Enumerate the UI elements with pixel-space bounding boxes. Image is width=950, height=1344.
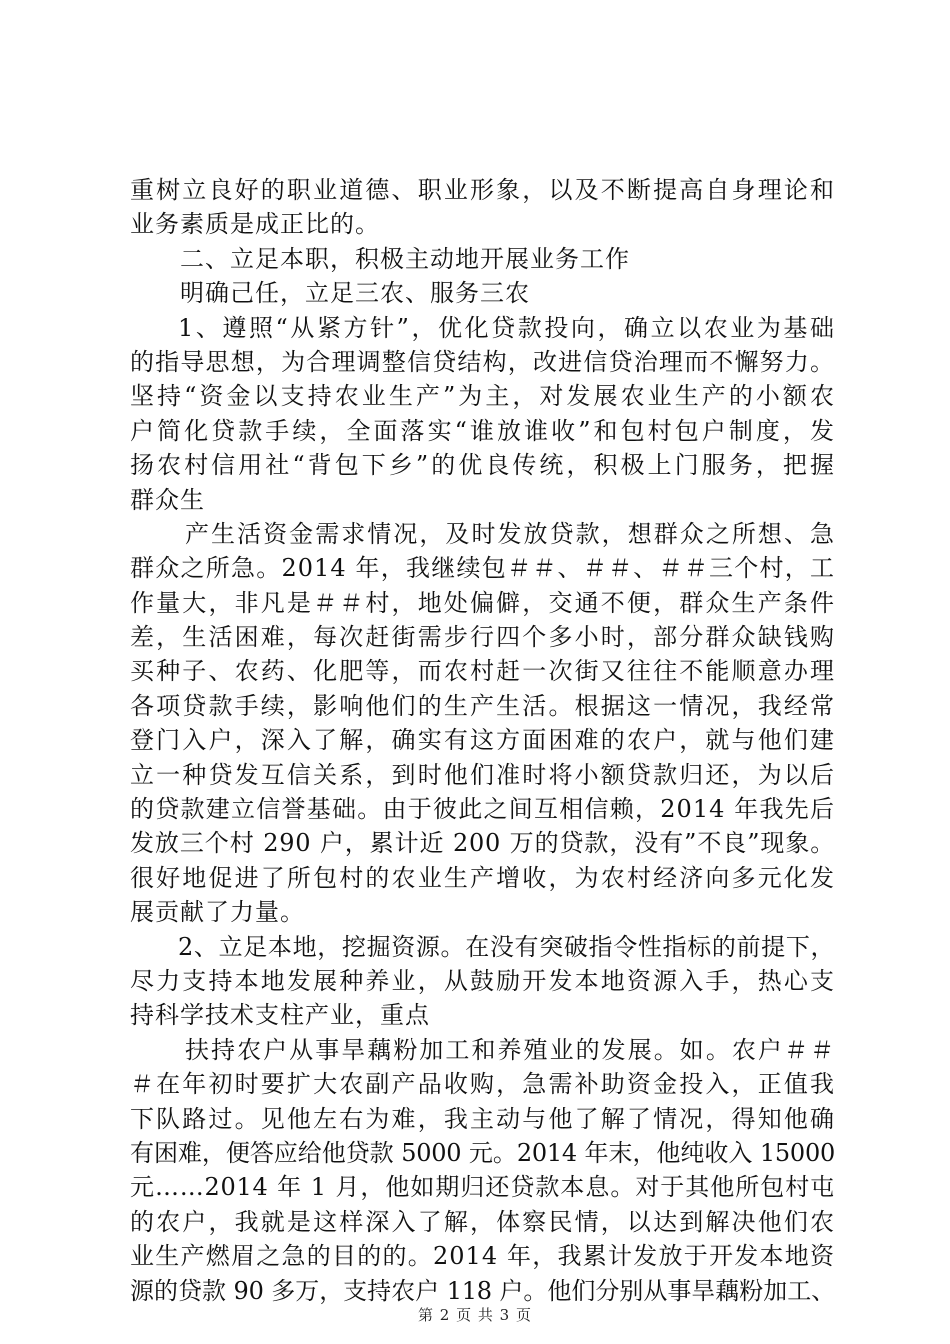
paragraph-line: 2、立足本地，挖掘资源。在没有突破指令性指标的前提下， <box>178 932 835 961</box>
paragraph-line: 发放三个村 290 户，累计近 200 万的贷款，没有”不良”现象。 <box>130 829 835 858</box>
document-body <box>130 173 835 1308</box>
paragraph-line: 源的贷款 90 多万，支持农户 118 户。他们分别从事旱藕粉加工、 <box>130 1276 835 1305</box>
paragraph-line: 二、立足本职，积极主动地开展业务工作 <box>180 244 630 273</box>
paragraph-line: 展贡献了力量。 <box>130 898 305 927</box>
paragraph-line: 的贷款建立信誉基础。由于彼此之间互相信赖，2014 年我先后 <box>130 795 835 824</box>
paragraph-line: 元……2014 年 1 月，他如期归还贷款本息。对于其他所包村屯 <box>130 1173 835 1202</box>
paragraph-line: 业务素质是成正比的。 <box>130 210 380 239</box>
paragraph-line: 扶持农户从事旱藕粉加工和养殖业的发展。如。农户＃＃ <box>185 1035 835 1064</box>
paragraph-line: 各项贷款手续，影响他们的生产生活。根据这一情况，我经常 <box>130 691 835 720</box>
paragraph-line: 群众生 <box>130 485 205 514</box>
paragraph-line: 坚持“资金以支持农业生产”为主，对发展农业生产的小额农 <box>130 382 835 411</box>
paragraph-line: 群众之所急。2014 年，我继续包＃＃、＃＃、＃＃三个村，工 <box>130 554 835 583</box>
paragraph-line: ＃在年初时要扩大农副产品收购，急需补助资金投入，正值我 <box>130 1070 835 1099</box>
paragraph-line: 户简化贷款手续，全面落实“谁放谁收”和包村包户制度，发 <box>130 416 835 445</box>
paragraph-line: 尽力支持本地发展种养业，从鼓励开发本地资源入手，热心支 <box>130 966 835 995</box>
paragraph-line: 持科学技术支柱产业，重点 <box>130 1001 430 1030</box>
paragraph-line: 登门入户，深入了解，确实有这方面困难的农户，就与他们建 <box>130 726 835 755</box>
paragraph-line: 作量大，非凡是＃＃村，地处偏僻，交通不便，群众生产条件 <box>130 588 835 617</box>
paragraph-line: 立一种贷发互信关系，到时他们准时将小额贷款归还，为以后 <box>130 760 835 789</box>
paragraph-line: 差，生活困难，每次赶街需步行四个多小时，部分群众缺钱购 <box>130 623 835 652</box>
paragraph-line: 很好地促进了所包村的农业生产增收，为农村经济向多元化发 <box>130 863 835 892</box>
paragraph-line: 明确己任，立足三农、服务三农 <box>180 279 530 308</box>
paragraph-line: 买种子、农药、化肥等，而农村赶一次街又往往不能顺意办理 <box>130 657 835 686</box>
paragraph-line: 有困难，便答应给他贷款 5000 元。2014 年末，他纯收入 15000 <box>130 1138 835 1167</box>
paragraph-line: 业生产燃眉之急的目的的。2014 年，我累计发放于开发本地资 <box>130 1242 835 1271</box>
paragraph-line: 扬农村信用社“背包下乡”的优良传统，积极上门服务，把握 <box>130 451 835 480</box>
paragraph-line: 的指导思想，为合理调整信贷结构，改进信贷治理而不懈努力。 <box>130 347 835 376</box>
paragraph-line: 1、遵照“从紧方针”，优化贷款投向，确立以农业为基础 <box>178 313 835 342</box>
paragraph-line: 的农户，我就是这样深入了解，体察民情，以达到解决他们农 <box>130 1207 835 1236</box>
paragraph-line: 产生活资金需求情况，及时发放贷款，想群众之所想、急 <box>185 519 835 548</box>
page-footer: 第 2 页 共 3 页 <box>418 1306 532 1324</box>
paragraph-line: 下队路过。见他左右为难，我主动与他了解了情况，得知他确 <box>130 1104 835 1133</box>
paragraph-line: 重树立良好的职业道德、职业形象，以及不断提高自身理论和 <box>130 176 835 204</box>
